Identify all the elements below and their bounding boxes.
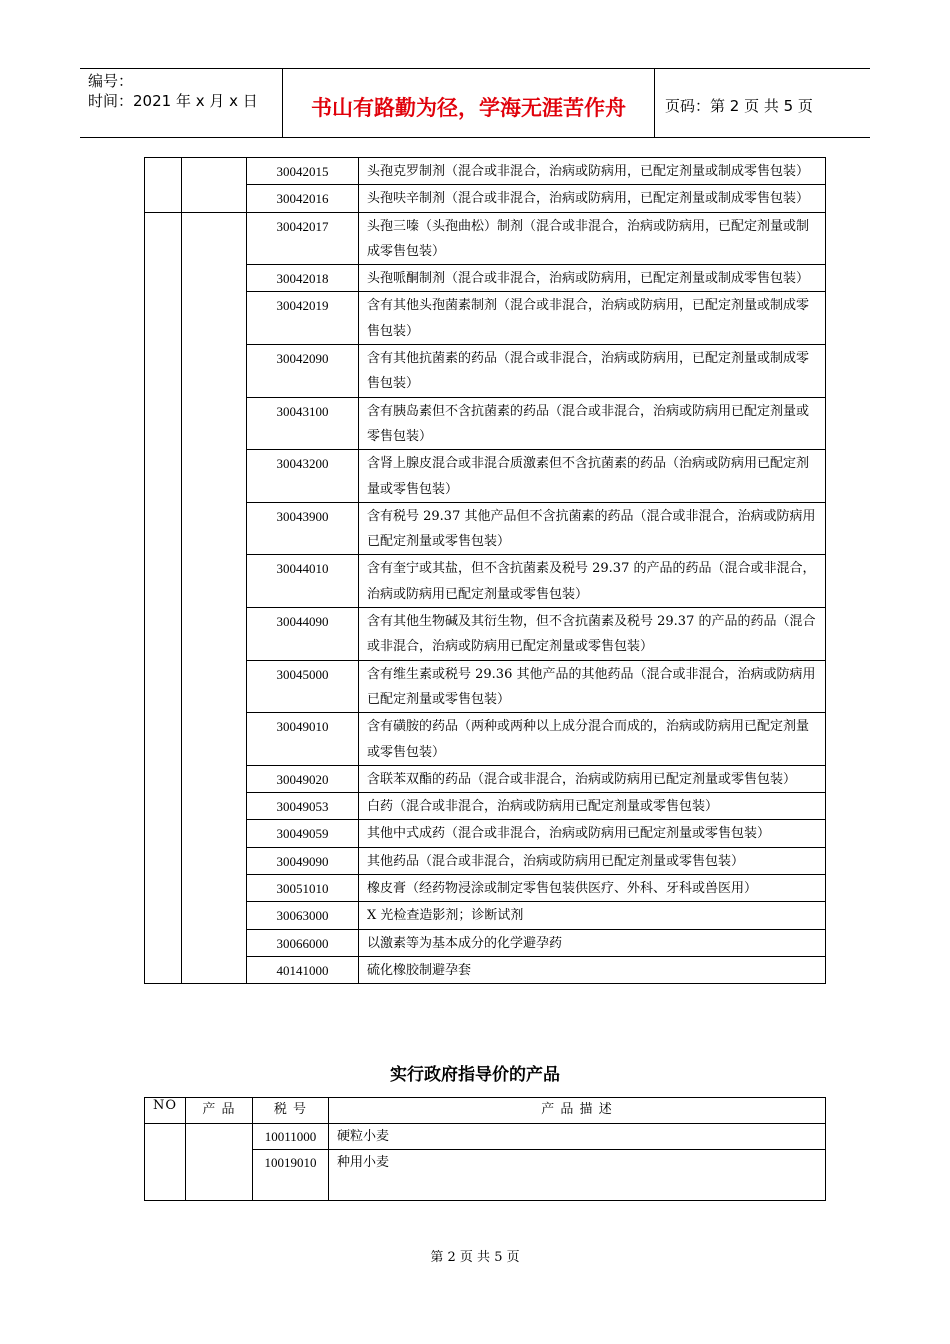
tax-code: 30042015 bbox=[247, 158, 359, 185]
product-desc: 含有维生素或税号 29.36 其他产品的其他药品（混合或非混合，治病或防病用已配定剂量或零售包装） bbox=[359, 660, 826, 713]
product-desc: 头孢克罗制剂（混合或非混合，治病或防病用，已配定剂量或制成零售包装） bbox=[359, 158, 826, 185]
product-desc: 含有磺胺的药品（两种或两种以上成分混合而成的，治病或防病用已配定剂量或零售包装） bbox=[359, 713, 826, 766]
table-row bbox=[145, 1124, 826, 1150]
number-label: 编号： bbox=[88, 72, 134, 90]
tax-code: 30042016 bbox=[247, 185, 359, 212]
tax-code: 30049020 bbox=[247, 765, 359, 792]
product-desc: 种用小麦 bbox=[329, 1150, 826, 1201]
table-row bbox=[145, 875, 826, 902]
header-page-info: 页码：第 2 页 共 5 页 bbox=[665, 96, 813, 115]
table-header-row bbox=[145, 1098, 826, 1124]
group-col-a bbox=[145, 158, 182, 213]
table-row bbox=[145, 608, 826, 661]
group-col-a bbox=[145, 212, 182, 984]
guided-price-table bbox=[144, 1097, 826, 1201]
tax-code: 30049059 bbox=[247, 820, 359, 847]
table-row bbox=[145, 450, 826, 503]
product-desc: 其他药品（混合或非混合，治病或防病用已配定剂量或零售包装） bbox=[359, 847, 826, 874]
product-desc: 头孢三嗪（头孢曲松）制剂（混合或非混合，治病或防病用，已配定剂量或制成零售包装） bbox=[359, 212, 826, 265]
table-row bbox=[145, 902, 826, 929]
tax-code: 10019010 bbox=[253, 1150, 329, 1201]
product-desc: 含有奎宁或其盐，但不含抗菌素及税号 29.37 的产品的药品（混合或非混合，治病或防病用已配定剂量或零售包装） bbox=[359, 555, 826, 608]
product-desc: 含联苯双酯的药品（混合或非混合，治病或防病用已配定剂量或零售包装） bbox=[359, 765, 826, 792]
product-desc: 硫化橡胶制避孕套 bbox=[359, 956, 826, 983]
product-desc: 含有税号 29.37 其他产品但不含抗菌素的药品（混合或非混合，治病或防病用已配定剂量或零售包装） bbox=[359, 502, 826, 555]
header-tax: 税 号 bbox=[253, 1098, 329, 1124]
table-row bbox=[145, 397, 826, 450]
table-row bbox=[145, 502, 826, 555]
tax-code: 30043200 bbox=[247, 450, 359, 503]
table-row bbox=[145, 265, 826, 292]
tax-code: 30042019 bbox=[247, 292, 359, 345]
page-footer: 第 2 页 共 5 页 bbox=[430, 1250, 520, 1265]
tax-code: 30063000 bbox=[247, 902, 359, 929]
product-desc: 橡皮膏（经药物浸涂或制定零售包装供医疗、外科、牙科或兽医用） bbox=[359, 875, 826, 902]
table-row bbox=[145, 158, 826, 185]
tax-code: 30066000 bbox=[247, 929, 359, 956]
table-row bbox=[145, 820, 826, 847]
product-desc: 含有胰岛素但不含抗菌素的药品（混合或非混合，治病或防病用已配定剂量或零售包装） bbox=[359, 397, 826, 450]
tax-code: 30044090 bbox=[247, 608, 359, 661]
product-desc: X 光检查造影剂；诊断试剂 bbox=[359, 902, 826, 929]
tax-code: 30051010 bbox=[247, 875, 359, 902]
table-row bbox=[145, 185, 826, 212]
tax-code: 30042090 bbox=[247, 345, 359, 398]
product-desc: 含肾上腺皮混合或非混合质激素但不含抗菌素的药品（治病或防病用已配定剂量或零售包装） bbox=[359, 450, 826, 503]
tax-code: 30045000 bbox=[247, 660, 359, 713]
table-row bbox=[145, 292, 826, 345]
tax-code: 10011000 bbox=[253, 1124, 329, 1150]
product-desc: 其他中式成药（混合或非混合，治病或防病用已配定剂量或零售包装） bbox=[359, 820, 826, 847]
header-meta bbox=[80, 69, 282, 137]
time-label: 时间：2021 年 x 月 x 日 bbox=[88, 92, 258, 110]
tax-code: 30049010 bbox=[247, 713, 359, 766]
header-no: NO bbox=[145, 1098, 186, 1124]
tariff-table bbox=[144, 157, 826, 984]
tax-code: 30043100 bbox=[247, 397, 359, 450]
table-row bbox=[145, 765, 826, 792]
product-desc: 头孢哌酮制剂（混合或非混合，治病或防病用，已配定剂量或制成零售包装） bbox=[359, 265, 826, 292]
group-col-b bbox=[182, 158, 247, 213]
product-desc: 含有其他抗菌素的药品（混合或非混合，治病或防病用，已配定剂量或制成零售包装） bbox=[359, 345, 826, 398]
tax-code: 30049090 bbox=[247, 847, 359, 874]
group-col-b bbox=[182, 212, 247, 984]
tax-code: 30042017 bbox=[247, 212, 359, 265]
table-row bbox=[145, 929, 826, 956]
tax-code: 30049053 bbox=[247, 793, 359, 820]
table-row bbox=[145, 345, 826, 398]
tax-code: 40141000 bbox=[247, 956, 359, 983]
product-desc: 头孢呋辛制剂（混合或非混合，治病或防病用，已配定剂量或制成零售包装） bbox=[359, 185, 826, 212]
no-cell bbox=[145, 1124, 186, 1201]
table-row bbox=[145, 793, 826, 820]
table-row bbox=[145, 847, 826, 874]
table-row bbox=[145, 555, 826, 608]
product-desc: 白药（混合或非混合，治病或防病用已配定剂量或零售包装） bbox=[359, 793, 826, 820]
product-desc: 含有其他生物碱及其衍生物，但不含抗菌素及税号 29.37 的产品的药品（混合或非混合，治病或防病用已配定剂量或零售包装） bbox=[359, 608, 826, 661]
table-row bbox=[145, 713, 826, 766]
tax-code: 30043900 bbox=[247, 502, 359, 555]
header-desc: 产 品 描 述 bbox=[329, 1098, 826, 1124]
page-header bbox=[80, 68, 870, 138]
product-cell bbox=[186, 1124, 253, 1201]
tax-code: 30042018 bbox=[247, 265, 359, 292]
tax-code: 30044010 bbox=[247, 555, 359, 608]
product-desc: 硬粒小麦 bbox=[329, 1124, 826, 1150]
product-desc: 含有其他头孢菌素制剂（混合或非混合，治病或防病用，已配定剂量或制成零售包装） bbox=[359, 292, 826, 345]
table-row bbox=[145, 212, 826, 265]
section-title: 实行政府指导价的产品 bbox=[390, 1065, 560, 1085]
header-product: 产 品 bbox=[186, 1098, 253, 1124]
table-row bbox=[145, 660, 826, 713]
table-row bbox=[145, 956, 826, 983]
product-desc: 以激素等为基本成分的化学避孕药 bbox=[359, 929, 826, 956]
header-motto: 书山有路勤为径，学海无涯苦作舟 bbox=[282, 69, 655, 137]
